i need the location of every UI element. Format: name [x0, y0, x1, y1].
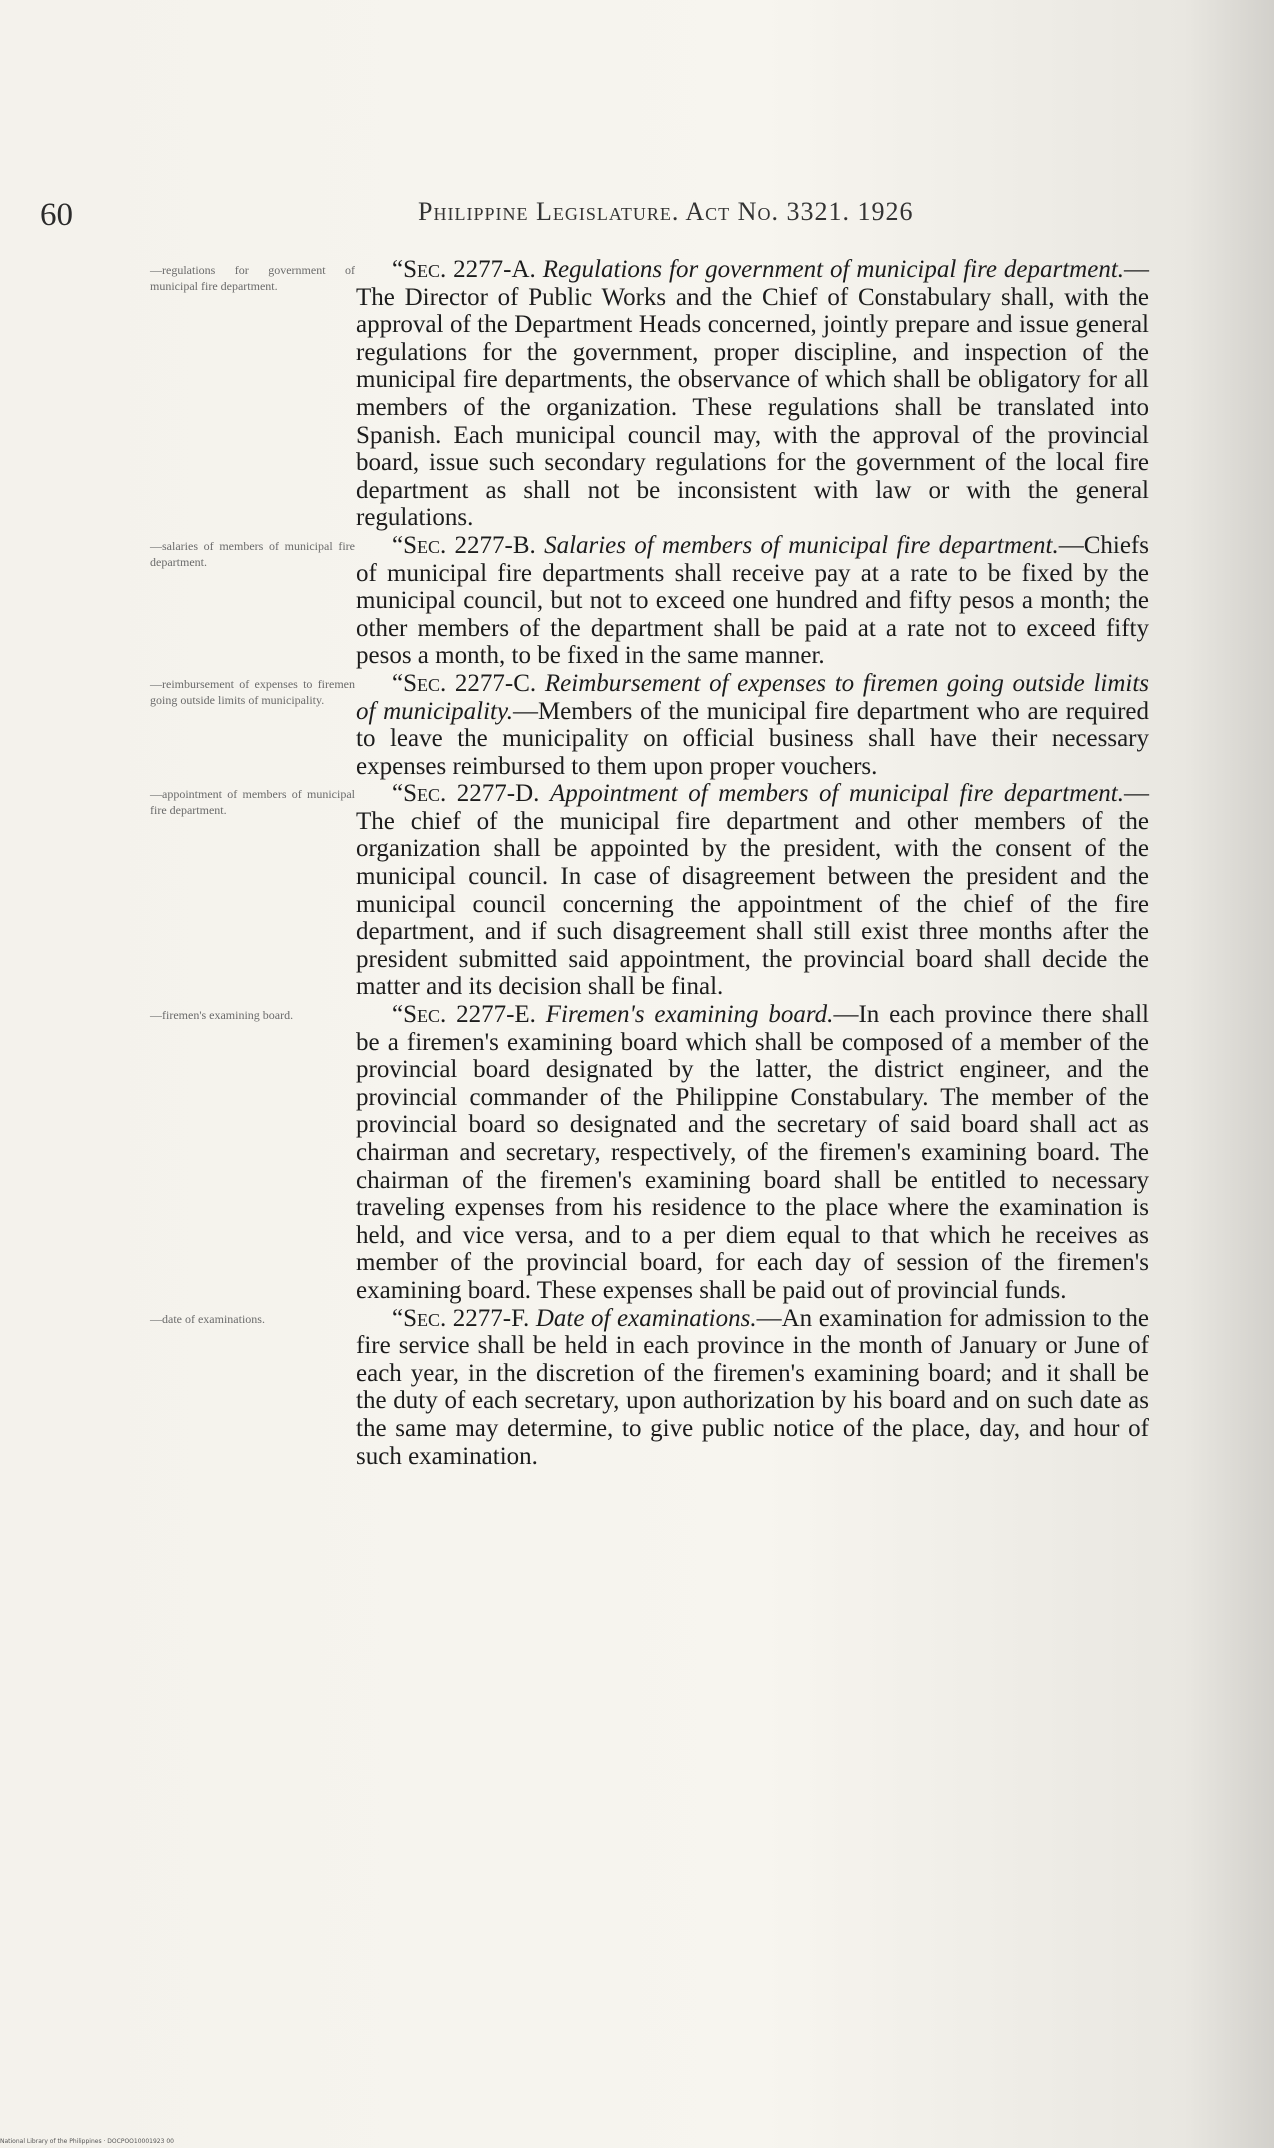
margin-note: —appointment of members of municipal fire department. [150, 787, 355, 818]
section-2277-b [0, 532, 1274, 670]
margin-note: —date of examinations. [150, 1311, 265, 1326]
section-title: Reimbursement of expenses to firemen going outside limits of municipality. [356, 669, 1150, 725]
section-text: —Chiefs of municipal fire departments shall receive pay at a rate to be fixed by the municipal council, but not to exceed one hundred and fifty pesos a month; the other members of the department shall be paid at a rate not to exceed fifty pesos a month, to be fixed in the same manner. [356, 531, 1149, 670]
section-text: —In each province there shall be a firemen's examining board which shall be composed of a member of the provincial board designated by the latter, the district engineer, and the provincial commander of the Philippine Constabulary. The member of the provincial board so designated and the secretary of said board shall act as chairman and secretary, respectively, of the firemen's examining board. The chairman of the firemen's examining board shall be entitled to necessary traveling expenses from his residence to the place where the examination is held, and vice versa, and to a per diem equal to that which he receives as member of the provincial board, for each day of session of the firemen's examining board. These expenses shall be paid out of provincial funds. [356, 1001, 1149, 1304]
section-text: —The Director of Public Works and the Chief of Constabulary shall, with the approval of the Department Heads concerned, jointly prepare and issue general regulations for the government, proper discipline, and inspection of the municipal fire departments, the observance of which shall be obligatory for all members of the organization. These regulations shall be translated into Spanish. Each municipal council may, with the approval of the provincial board, issue such secondary regulations for the government of the local fire department as shall not be inconsistent with law or with the general regulations. [356, 256, 1150, 532]
margin-note: —salaries of members of municipal fire department. [150, 538, 355, 569]
section-paragraph [356, 670, 1149, 780]
section-title: Salaries of members of municipal fire department. [544, 531, 1059, 559]
section-title: Date of examinations. [535, 1304, 757, 1332]
section-paragraph [356, 1001, 1149, 1305]
section-paragraph [356, 780, 1149, 1001]
section-2277-f [0, 1305, 1274, 1471]
section-title: Regulations for government of municipal fire department. [542, 256, 1125, 283]
margin-note: —reimbursement of expenses to firemen going outside limits of municipality. [150, 676, 355, 707]
page-header [0, 197, 1274, 237]
section-paragraph [356, 1305, 1149, 1471]
section-number: “Sec. 2277-C. [392, 669, 537, 697]
running-head: Philippine Legislature. Act No. 3321. 1926 [418, 197, 914, 226]
margin-note: —regulations for government of municipal fire department. [150, 263, 355, 293]
section-number: “Sec. 2277-D. [392, 780, 540, 808]
section-2277-c [0, 670, 1274, 780]
section-2277-e [0, 1001, 1274, 1305]
section-title: Appointment of members of municipal fire department. [549, 780, 1124, 808]
section-paragraph [356, 256, 1149, 532]
section-paragraph [356, 532, 1149, 670]
archive-stamp: National Library of the Philippines · DOCPOO10001923 00 [0, 2138, 174, 2145]
margin-note: —firemen's examining board. [150, 1008, 294, 1023]
page-number: 60 [40, 197, 73, 233]
section-text: —Members of the municipal fire department who are required to leave the municipality on official business shall have their necessary expenses reimbursed to them upon proper vouchers. [356, 697, 1149, 780]
page-body [0, 256, 1274, 1470]
section-2277-a [0, 256, 1274, 532]
section-number: “Sec. 2277-A. [392, 256, 536, 283]
section-text: —The chief of the municipal fire department and other members of the organization shall be appointed by the president, with the consent of the municipal council. In case of disagreement between the president and the municipal council concerning the appointment of the chief of the fire department, and if such disagreement shall still exist three months after the president submitted said appointment, the provincial board shall decide the matter and its decision shall be final. [356, 780, 1149, 1001]
section-2277-d [0, 780, 1274, 1001]
section-number: “Sec. 2277-F. [392, 1304, 530, 1332]
section-title: Firemen's examining board. [545, 1001, 834, 1029]
section-text: —An examination for admission to the fire service shall be held in each province in the month of January or June of each year, in the discretion of the firemen's examining board; and it shall be the duty of each secretary, upon authorization by his board and on such date as the same may determine, to give public notice of the place, day, and hour of such examination. [356, 1304, 1150, 1470]
section-number: “Sec. 2277-B. [392, 531, 536, 559]
section-number: “Sec. 2277-E. [392, 1001, 536, 1029]
